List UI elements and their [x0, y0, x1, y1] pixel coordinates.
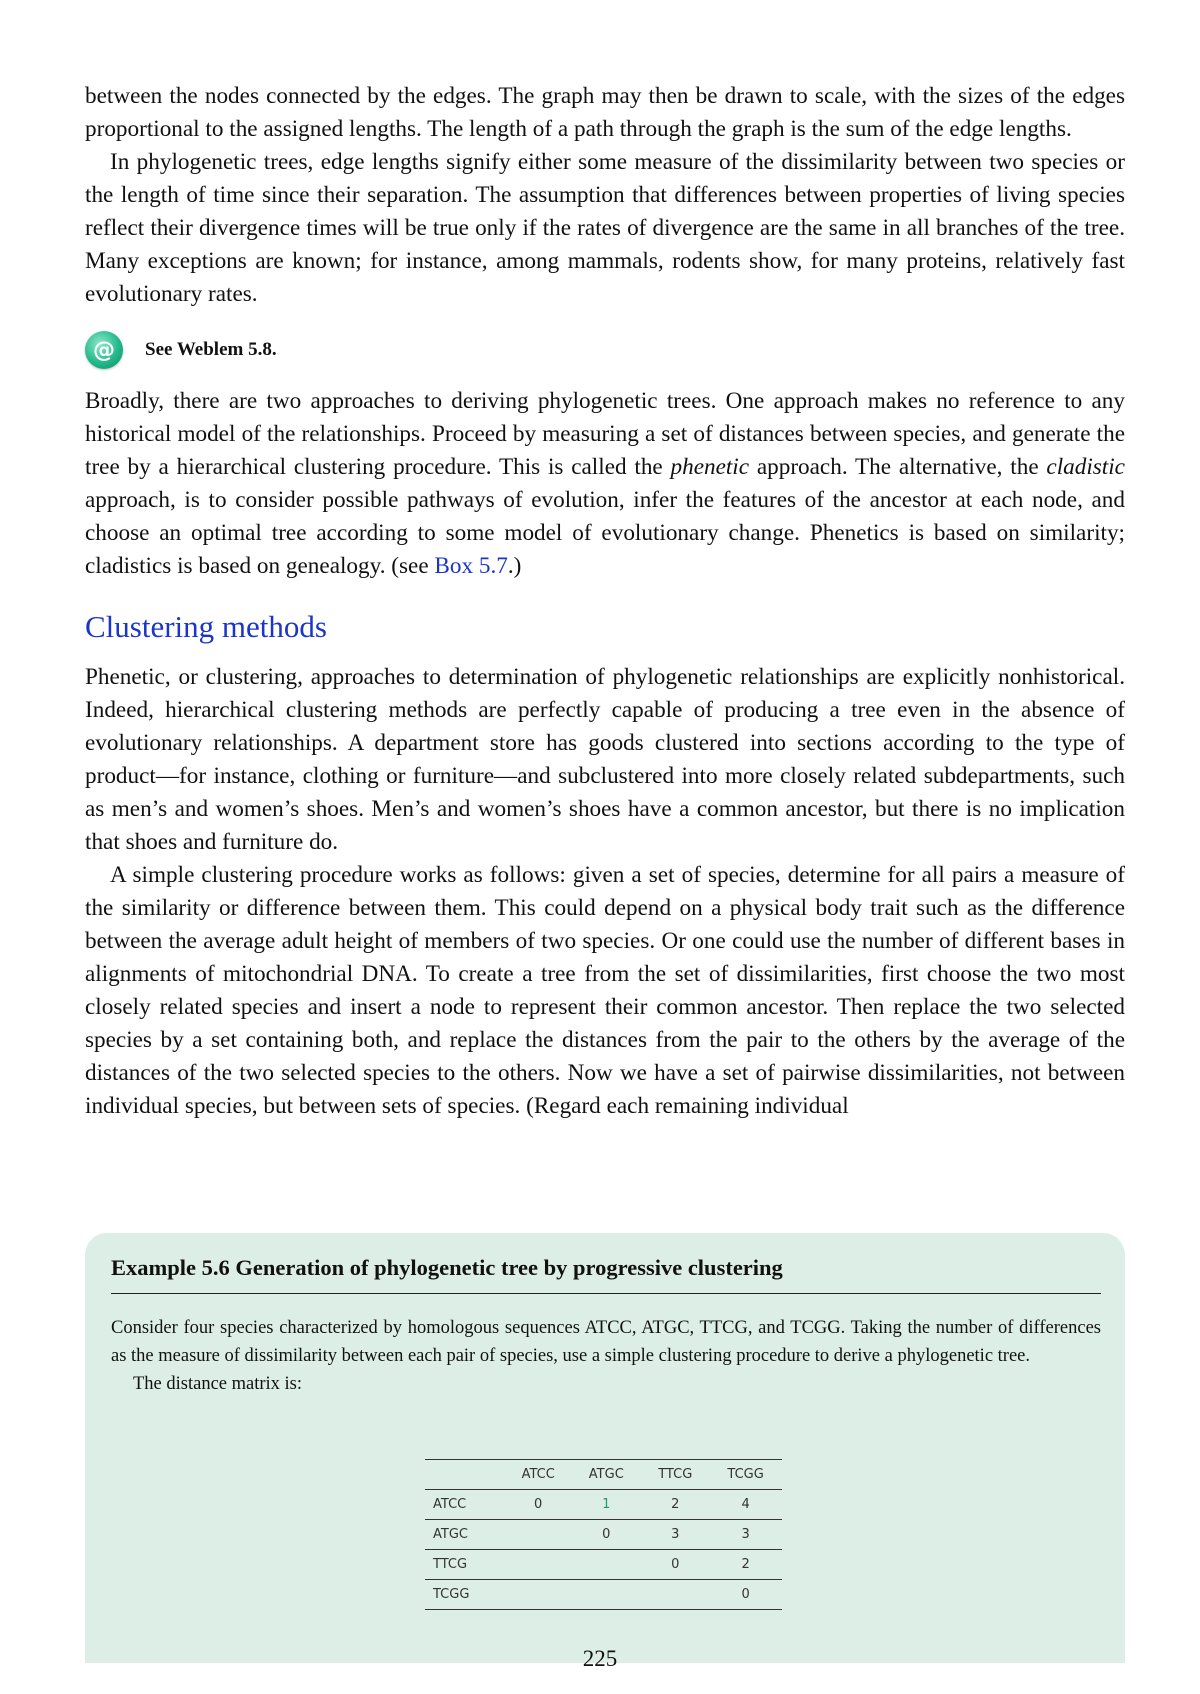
paragraph-5: A simple clustering procedure works as follows: given a set of species, determine for all pairs a measure of the similarity or difference between them. This could depend on a physical body trait such as the difference between the average adult height of members of two species. Or one could use the number of different bases in alignments of mitochondrial DNA. To create a tree from the set of dissimilarities, first choose the two most closely related species and insert a node to represent their common ancestor. Then replace the two selected species by a set containing both, and replace the distances from the pair to the others by the average of the distances of the two selected species to the others. Now we have a set of pairwise dissimilarities, not between individual species, but between sets of species. (Regard each remaining individual: [85, 862, 1125, 1119]
table-cell: [505, 1550, 571, 1580]
table-cell: 2: [671, 1497, 680, 1512]
column-header: TCGG: [727, 1467, 764, 1482]
table-row: [425, 1520, 782, 1550]
table-corner-cell: [425, 1460, 505, 1490]
page-number: 225: [582, 1646, 618, 1671]
table-cell: [571, 1550, 641, 1580]
table-cell: [505, 1580, 571, 1610]
table-cell-highlighted: 1: [602, 1497, 611, 1512]
paragraph-3-text-a: Broadly, there are two approaches to deriving phylogenetic trees. One approach makes no reference to any historical model of the relationships. Proceed by measuring a set of distances between species, and generate the tree by a hierarchical clustering procedure. This is called the: [85, 388, 1125, 480]
distance-matrix-table: [425, 1459, 782, 1610]
example-content: [111, 1253, 1101, 1398]
table-cell: [641, 1580, 709, 1610]
example-title: Example 5.6 Generation of phylogenetic tree by progressive clustering: [111, 1253, 1101, 1294]
paragraph-3: [85, 385, 1125, 583]
table-cell: 0: [602, 1527, 611, 1542]
paragraph-3-text-b: approach. The alternative, the: [749, 454, 1047, 480]
row-header: ATGC: [433, 1527, 468, 1542]
table-cell: 0: [671, 1557, 680, 1572]
table-row: [425, 1490, 782, 1520]
column-header: ATCC: [521, 1467, 555, 1482]
table-cell: 3: [741, 1527, 750, 1542]
column-header: ATGC: [588, 1467, 624, 1482]
paragraph-1: between the nodes connected by the edges. The graph may then be drawn to scale, with the sizes of the edges proportional to the assigned lengths. The length of a path through the graph is the sum of the edge lengths.: [85, 83, 1125, 142]
table-cell: 3: [671, 1527, 680, 1542]
weblem-at-icon: @: [85, 331, 123, 369]
weblem-label[interactable]: See Weblem 5.8.: [145, 339, 277, 360]
section-heading: Clustering methods: [85, 609, 327, 644]
table-cell: 0: [741, 1587, 750, 1602]
box-5-7-link[interactable]: Box 5.7: [434, 553, 508, 579]
paragraph-4: Phenetic, or clustering, approaches to determination of phylogenetic relationships are explicitly nonhistorical. Indeed, hierarchical clustering methods are perfectly capable of producing a tree even in the absence of evolutionary relationships. A department store has goods clustered into sections according to the type of product—for instance, clothing or furniture—and subclustered into more closely related subdepartments, such as men’s and women’s shoes. Men’s and women’s shoes have a common ancestor, but there is no implication that shoes and furniture do.: [85, 664, 1125, 855]
column-header: TTCG: [658, 1467, 693, 1482]
table-header-row: [425, 1460, 782, 1490]
paragraph-2: In phylogenetic trees, edge lengths signify either some measure of the dissimilarity between two species or the length of time since their separation. The assumption that differences between properties of living species reflect their divergence times will be true only if the rates of divergence are the same in all branches of the tree. Many exceptions are known; for instance, among mammals, rodents show, for many proteins, relatively fast evolutionary rates.: [85, 149, 1125, 307]
table-cell: 4: [741, 1497, 750, 1512]
term-phenetic: phenetic: [670, 454, 750, 480]
table-cell: [505, 1520, 571, 1550]
term-cladistic: cladistic: [1046, 454, 1125, 480]
row-header: ATCC: [433, 1497, 467, 1512]
table-cell: [571, 1580, 641, 1610]
matrix-intro: The distance matrix is:: [133, 1374, 303, 1394]
row-header: TCGG: [433, 1587, 470, 1602]
table-cell: 2: [741, 1557, 750, 1572]
page-body: [85, 80, 1125, 1123]
weblem-reference[interactable]: [85, 329, 1125, 371]
table-row: [425, 1550, 782, 1580]
row-header: TTCG: [433, 1557, 468, 1572]
example-text: Consider four species characterized by homologous sequences ATCC, ATGC, TTCG, and TCGG. Taking the number of differences as the measure of dissimilarity between each pair of species, use a simple clustering procedure to derive a phylogenetic tree.: [111, 1318, 1101, 1366]
table-row: [425, 1580, 782, 1610]
example-box: [85, 1233, 1125, 1663]
paragraph-3-text-d: .): [507, 553, 522, 579]
paragraph-3-text-c: approach, is to consider possible pathways of evolution, infer the features of the ancestor at each node, and choose an optimal tree according to some model of evolutionary change. Phenetics is based on similarity; cladistics is based on genealogy. (see: [85, 487, 1125, 579]
table-cell: 0: [534, 1497, 543, 1512]
